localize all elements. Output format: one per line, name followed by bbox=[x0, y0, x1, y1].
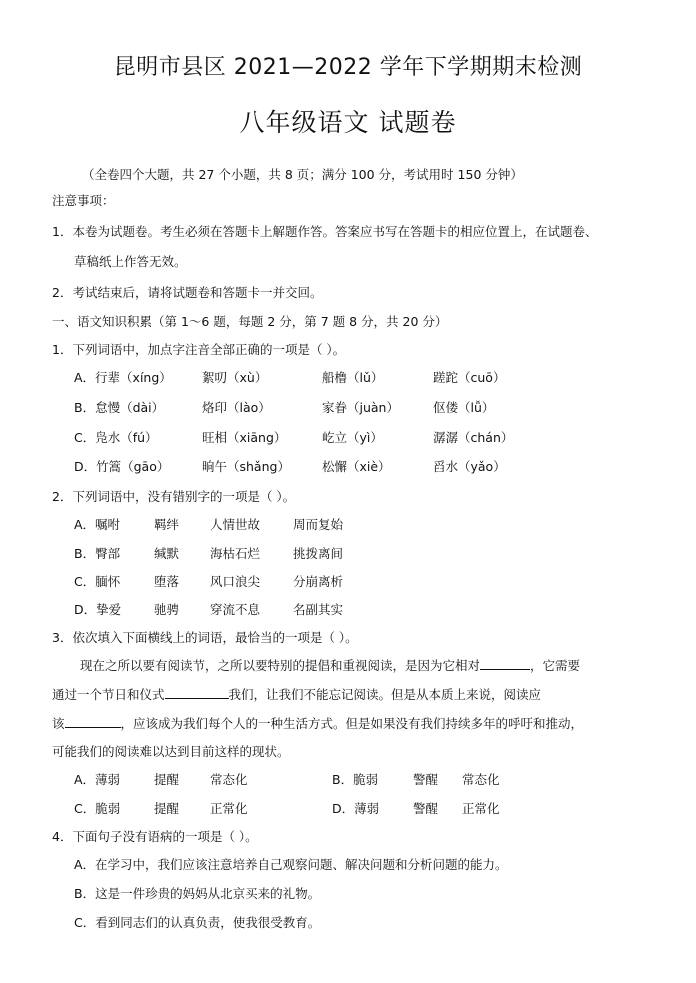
q3-p3-text-b: ，应该成为我们每个人的一种生活方式。但是如果没有我们持续多年的呼吁和推动， bbox=[120, 716, 584, 731]
exam-subtitle: 八年级语文 试题卷 bbox=[239, 108, 457, 137]
q3-passage-line-3 bbox=[52, 714, 583, 732]
q3-b-2: 警醒 bbox=[413, 772, 439, 787]
q3-d-2: 警醒 bbox=[413, 801, 439, 816]
q1-b-2: 烙印（lào） bbox=[202, 400, 271, 415]
q1-c-2: 旺相（xiāng） bbox=[202, 430, 287, 445]
q3-b-3: 常态化 bbox=[462, 772, 500, 787]
q2-b-2: 缄默 bbox=[154, 546, 180, 561]
q1-stem: 1．下列词语中，加点字注音全部正确的一项是（ ）。 bbox=[52, 342, 346, 357]
q1-a-3: 船橹（lǔ） bbox=[322, 370, 384, 385]
q2-a-2: 羁绊 bbox=[154, 517, 180, 532]
q1-d-3: 松懈（xiè） bbox=[322, 459, 391, 474]
q2-c-4: 分崩离析 bbox=[293, 574, 344, 589]
q1-b-3: 家眷（juàn） bbox=[322, 400, 399, 415]
q3-c-3: 正常化 bbox=[210, 801, 248, 816]
q2-c-2: 堕落 bbox=[154, 574, 180, 589]
q2-c-1: C．腼怀 bbox=[74, 574, 121, 589]
q3-c-2: 提醒 bbox=[154, 801, 180, 816]
q2-d-4: 名副其实 bbox=[293, 602, 344, 617]
q2-b-1: B．臀部 bbox=[74, 546, 121, 561]
q1-c-4: 潺潺（chán） bbox=[433, 430, 514, 445]
q3-b-1: B．脆弱 bbox=[332, 772, 379, 787]
q1-a-2: 絮叨（xù） bbox=[202, 370, 268, 385]
exam-title: 昆明市县区 2021—2022 学年下学期期末检测 bbox=[113, 55, 583, 80]
q2-d-3: 穿流不息 bbox=[210, 602, 261, 617]
q4-option-b: B．这是一件珍贵的妈妈从北京买来的礼物。 bbox=[74, 886, 321, 901]
q3-d-1: D．薄弱 bbox=[332, 801, 380, 816]
q3-blank-3 bbox=[65, 715, 121, 728]
q3-p1-text-a: 现在之所以要有阅读节，之所以要特别的提倡和重视阅读，是因为它相对 bbox=[80, 658, 481, 673]
q1-c-3: 屹立（yì） bbox=[322, 430, 383, 445]
q3-p3-text-a: 该 bbox=[52, 716, 65, 731]
q1-d-4: 舀水（yǎo） bbox=[433, 459, 506, 474]
q2-d-2: 驰骋 bbox=[154, 602, 180, 617]
note-1-cont: 草稿纸上作答无效。 bbox=[74, 254, 187, 269]
q1-b-1: B．怠慢（dài） bbox=[74, 400, 165, 415]
note-2: 2．考试结束后，请将试题卷和答题卡一并交回。 bbox=[52, 285, 323, 300]
q1-a-4: 蹉跎（cuō） bbox=[433, 370, 506, 385]
note-1: 1．本卷为试题卷。考生必须在答题卡上解题作答。答案应书写在答题卡的相应位置上，在试题卷、 bbox=[52, 224, 598, 239]
q3-passage-line-4: 可能我们的阅读难以达到目前这样的现状。 bbox=[52, 744, 290, 759]
q3-stem: 3．依次填入下面横线上的词语，最恰当的一项是（ ）。 bbox=[52, 630, 358, 645]
q4-stem: 4．下面句子没有语病的一项是（ ）。 bbox=[52, 829, 258, 844]
q3-a-2: 提醒 bbox=[154, 772, 180, 787]
q1-c-1: C．凫水（fú） bbox=[74, 430, 158, 445]
q1-b-4: 伛偻（lǚ） bbox=[433, 400, 495, 415]
section-1-heading: 一、语文知识积累（第 1～6 题，每题 2 分，第 7 题 8 分，共 20 分） bbox=[52, 314, 448, 329]
notes-heading: 注意事项： bbox=[52, 193, 115, 208]
q1-d-1: D．竹篙（gāo） bbox=[74, 459, 170, 474]
q2-a-3: 人情世故 bbox=[210, 517, 261, 532]
q3-passage-line-2 bbox=[52, 685, 541, 703]
q4-option-a: A．在学习中，我们应该注意培养自己观察问题、解决问题和分析问题的能力。 bbox=[74, 857, 508, 872]
q3-d-3: 正常化 bbox=[462, 801, 500, 816]
q2-d-1: D．挚爱 bbox=[74, 602, 122, 617]
q2-stem: 2．下列词语中，没有错别字的一项是（ ）。 bbox=[52, 489, 296, 504]
q3-a-3: 常态化 bbox=[210, 772, 248, 787]
q3-a-1: A．薄弱 bbox=[74, 772, 121, 787]
exam-info: （全卷四个大题，共 27 个小题，共 8 页；满分 100 分，考试用时 150 分钟） bbox=[82, 167, 523, 182]
q2-a-4: 周而复始 bbox=[293, 517, 344, 532]
q4-option-c: C．看到同志们的认真负责，使我很受教育。 bbox=[74, 915, 321, 930]
q2-b-3: 海枯石烂 bbox=[210, 546, 261, 561]
q3-passage-line-1 bbox=[80, 656, 580, 674]
q2-a-1: A．嘱咐 bbox=[74, 517, 121, 532]
q1-a-1: A．行辈（xíng） bbox=[74, 370, 172, 385]
q1-d-2: 晌午（shǎng） bbox=[202, 459, 290, 474]
q2-b-4: 挑拨离间 bbox=[293, 546, 344, 561]
q3-p2-text-a: 通过一个节日和仪式 bbox=[52, 687, 165, 702]
q3-blank-1 bbox=[480, 657, 530, 670]
q3-c-1: C．脆弱 bbox=[74, 801, 121, 816]
q3-blank-2 bbox=[165, 686, 229, 699]
q3-p1-text-b: ，它需要 bbox=[530, 658, 581, 673]
q3-p2-text-b: 我们，让我们不能忘记阅读。但是从本质上来说，阅读应 bbox=[228, 687, 542, 702]
q2-c-3: 风口浪尖 bbox=[210, 574, 261, 589]
